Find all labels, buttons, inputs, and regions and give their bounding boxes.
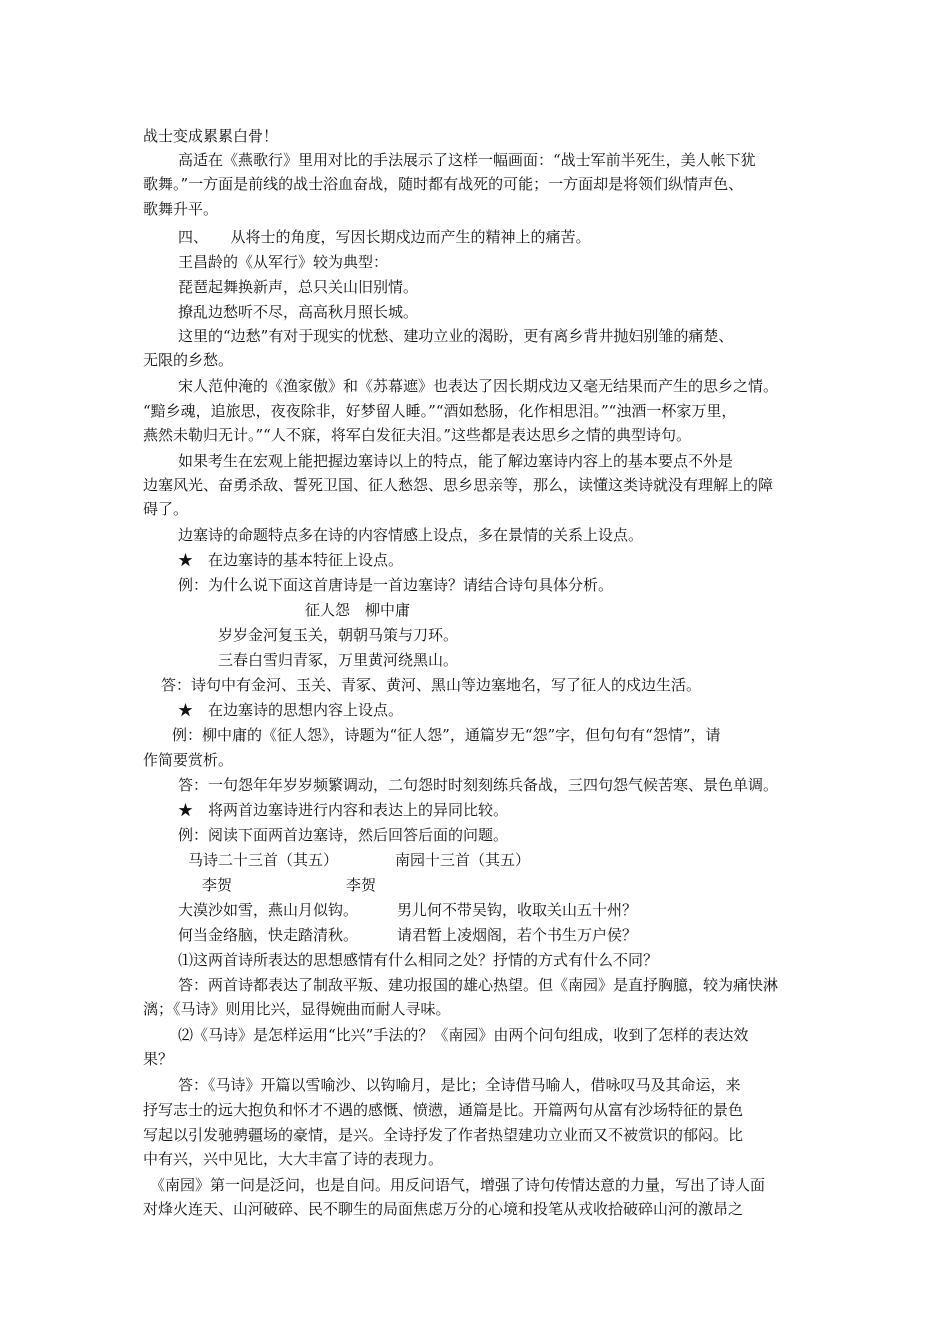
poem-line: 请君暂上凌烟阁，若个书生万户侯？ <box>397 926 638 944</box>
text-line: 战士变成累累白骨！ <box>143 127 279 145</box>
text-line: 写起以引发驰骋疆场的豪情，是兴。全诗抒发了作者热望建功立业而又不被赏识的郁闷。比 <box>143 1126 744 1144</box>
star-point: ★ 在边塞诗的基本特征上设点。 <box>178 551 404 569</box>
poem-line: 撩乱边愁听不尽，高高秋月照长城。 <box>178 303 419 321</box>
text-line: 漓；《马诗》则用比兴，显得婉曲而耐人寻味。 <box>143 1000 451 1018</box>
poem-line: 琵琶起舞换新声，总只关山旧别情。 <box>178 278 419 296</box>
poem-line: 岁岁金河复玉关，朝朝马策与刀环。 <box>218 626 459 644</box>
text-line: 王昌龄的《从军行》较为典型： <box>178 253 389 271</box>
text-line: 边塞风光、奋勇杀敌、誓死卫国、征人愁怨、思乡思亲等，那么，读懂这类诗就没有理解上的障 <box>143 476 774 494</box>
poem-line: 何当金络脑，快走踏清秋。 <box>178 926 359 944</box>
text-line: 这里的“边愁”有对于现实的忧愁、建功立业的渴盼，更有离乡背井抛妇别雏的痛楚、 <box>178 327 734 345</box>
text-line: 抒写志士的远大抱负和怀才不遇的感慨、愤懑，通篇是比。开篇两句从富有沙场特征的景色 <box>143 1101 744 1119</box>
text-line: “黯乡魂，追旅思，夜夜除非，好梦留人睡。”“酒如愁肠，化作相思泪。”“浊酒一杯家万里， <box>143 402 737 420</box>
text-line: 如果考生在宏观上能把握边塞诗以上的特点，能了解边塞诗内容上的基本要点不外是 <box>178 452 734 470</box>
example-question: 例：柳中庸的《征人怨》，诗题为“征人怨”，通篇岁无“怨”字，但句句有“怨情”，请 <box>172 726 721 744</box>
text-line: 果？ <box>143 1050 174 1068</box>
answer-line: 答：一句怨年年岁岁频繁调动，二句怨时时刻刻练兵备战，三四句怨气候苦寒、景色单调。 <box>178 776 779 794</box>
poem-title: 南园十三首（其五） <box>395 851 531 869</box>
question-line: ⑴这两首诗所表达的思想感情有什么相同之处？抒情的方式有什么不同？ <box>178 951 659 969</box>
poem-line: 男儿何不带吴钩，收取关山五十州？ <box>397 901 638 919</box>
example-question: 例：为什么说下面这首唐诗是一首边塞诗？请结合诗句具体分析。 <box>178 576 614 594</box>
question-line: ⑵《马诗》是怎样运用“比兴”手法的？《南园》由两个问句组成，收到了怎样的表达效 <box>178 1026 749 1044</box>
star-point: ★ 将两首边塞诗进行内容和表达上的异同比较。 <box>178 801 509 819</box>
text-line: 高适在《燕歌行》里用对比的手法展示了这样一幅画面：“战士军前半死生，美人帐下犹 <box>178 151 756 169</box>
answer-line: 答：诗句中有金河、玉关、青冢、黄河、黑山等边塞地名，写了征人的戍边生活。 <box>161 676 702 694</box>
section-heading: 四、 从将士的角度，写因长期戍边而产生的精神上的痛苦。 <box>178 228 591 246</box>
text-line: 歌舞。”一方面是前线的战士浴血奋战，随时都有战死的可能；一方面却是将领们纵情声色、 <box>143 175 744 193</box>
text-line: 燕然未勒归无计。”“人不寐，将军白发征夫泪。”这些都是表达思乡之情的典型诗句。 <box>143 426 692 444</box>
poem-title: 征人怨 柳中庸 <box>305 601 411 619</box>
text-line: 对烽火连天、山河破碎、民不聊生的局面焦虑万分的心境和投笔从戎收拾破碎山河的激昂之 <box>143 1200 744 1218</box>
poem-line: 三春白雪归青冢，万里黄河绕黑山。 <box>218 651 459 669</box>
answer-line: 答：《马诗》开篇以雪喻沙、以钩喻月，是比；全诗借马喻人，借咏叹马及其命运，来 <box>178 1076 741 1094</box>
poem-author: 李贺 <box>346 876 377 894</box>
star-point: ★ 在边塞诗的思想内容上设点。 <box>178 701 404 719</box>
text-line: 碍了。 <box>143 500 189 518</box>
text-line: 边塞诗的命题特点多在诗的内容情感上设点，多在景情的关系上设点。 <box>178 526 644 544</box>
text-line: 《南园》第一问是泛问，也是自问。用反问语气，增强了诗句传情达意的力量，写出了诗人面 <box>150 1176 766 1194</box>
text-line: 歌舞升平。 <box>143 200 219 218</box>
text-line: 作简要赏析。 <box>143 751 234 769</box>
example-question: 例：阅读下面两首边塞诗，然后回答后面的问题。 <box>178 826 509 844</box>
answer-line: 答：两首诗都表达了制敌平叛、建功报国的雄心热望。但《南园》是直抒胸臆，较为痛快淋 <box>178 976 779 994</box>
text-line: 无限的乡愁。 <box>143 351 234 369</box>
poem-author: 李贺 <box>202 876 233 894</box>
poem-line: 大漠沙如雪，燕山月似钩。 <box>178 901 359 919</box>
text-line: 宋人范仲淹的《渔家傲》和《苏幕遮》也表达了因长期戍边又毫无结果而产生的思乡之情。 <box>178 377 779 395</box>
poem-title: 马诗二十三首（其五） <box>188 851 339 869</box>
text-line: 中有兴，兴中见比，大大丰富了诗的表现力。 <box>143 1150 444 1168</box>
